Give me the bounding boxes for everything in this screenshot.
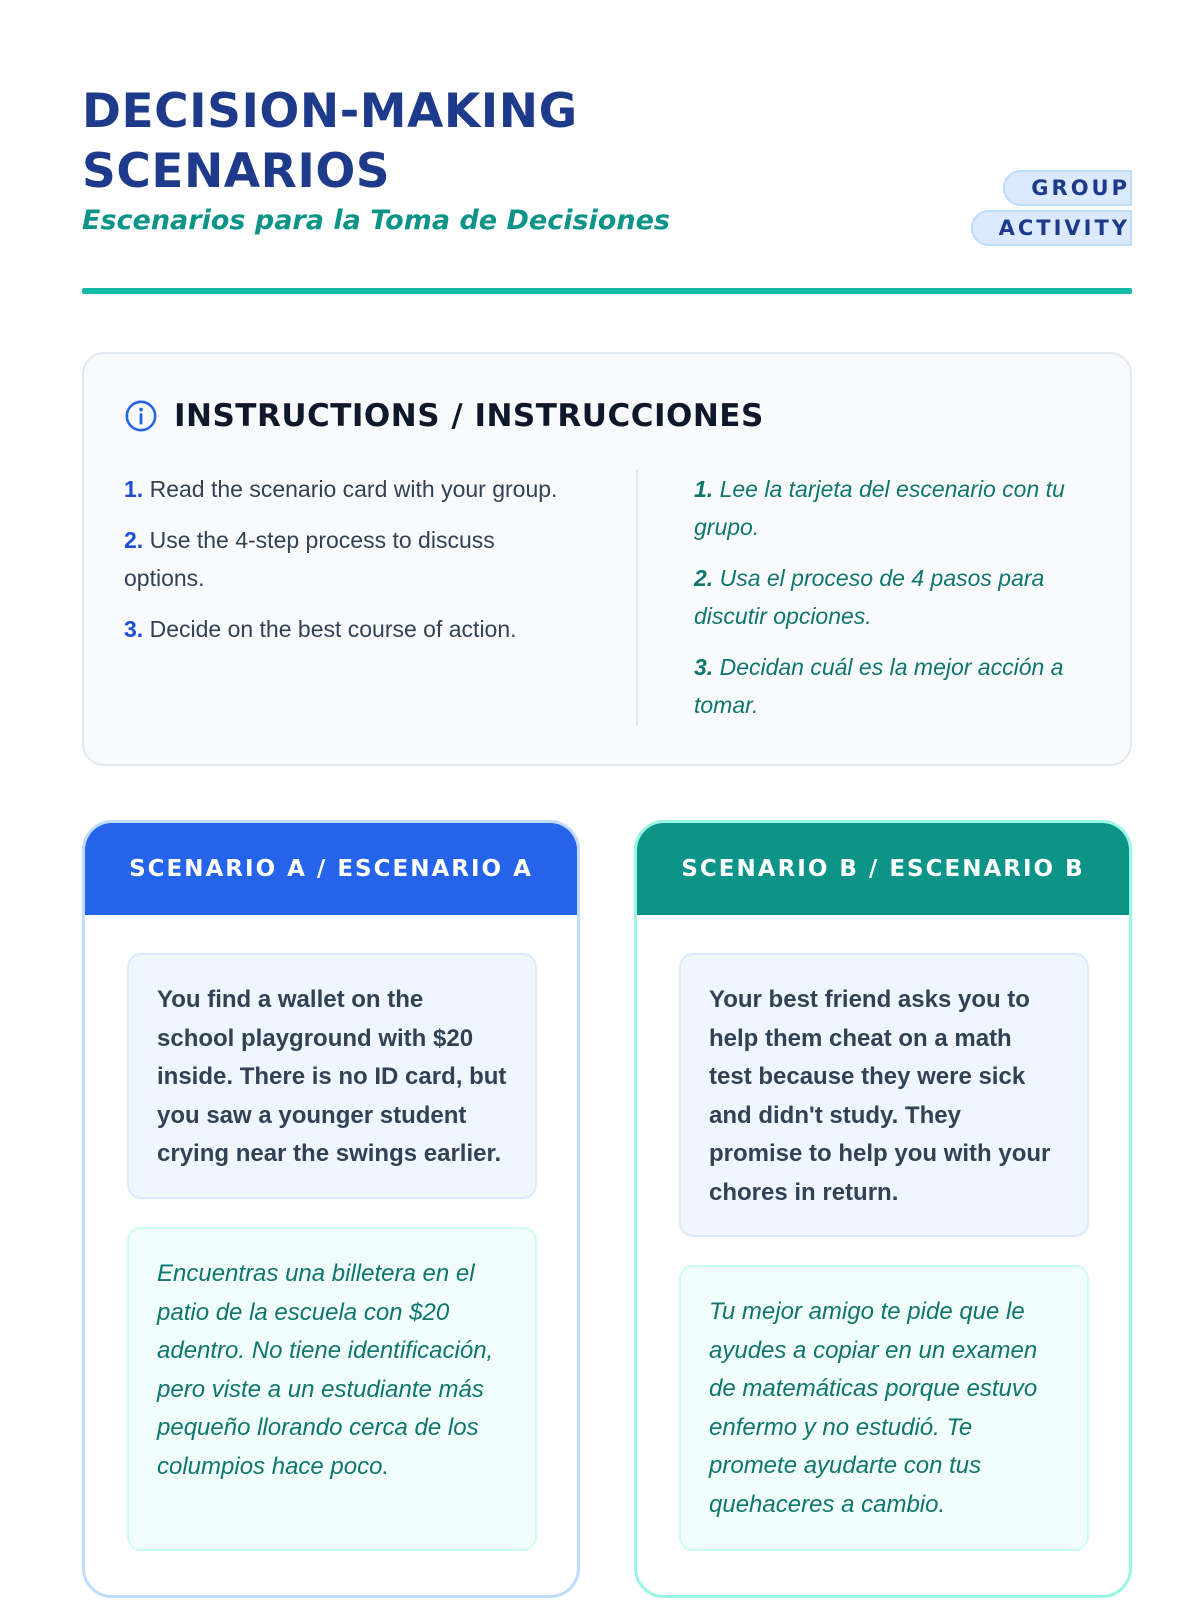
scenario-a-title: SCENARIO A / ESCENARIO A [85, 823, 577, 915]
scenario-b-title: SCENARIO B / ESCENARIO B [637, 823, 1129, 915]
badge-label: GROUP ACTIVITY [971, 170, 1132, 246]
step-number: 3. [124, 616, 144, 642]
instructions-english [124, 470, 564, 661]
step-text: Read the scenario card with your group. [149, 476, 558, 502]
scenario-a-spanish-text: Encuentras una billetera en el patio de la escuela con $20 adentro. No tiene identificación, pero viste a un estudiante más pequeño llorando cerca de los columpios hace poco. [127, 1227, 537, 1551]
scenario-a-english-text: You find a wallet on the school playground with $20 inside. There is no ID card, but you saw a younger student crying near the swings earlier. [127, 953, 537, 1199]
scenario-b-card [634, 820, 1132, 1598]
instructions-panel [82, 352, 1132, 766]
scenario-a-card [82, 820, 580, 1598]
group-activity-badge [964, 168, 1132, 248]
step-number: 2. [124, 527, 144, 553]
page-subtitle: Escenarios para la Toma de Decisiones [82, 205, 670, 236]
instructions-spanish [694, 470, 1094, 737]
header-divider [82, 288, 1132, 294]
step-number: 1. [694, 476, 714, 502]
step-text: Usa el proceso de 4 pasos para discutir opciones. [694, 565, 1045, 629]
step-number: 2. [694, 565, 714, 591]
info-icon [124, 399, 158, 433]
column-divider [636, 470, 638, 726]
step-text: Decidan cuál es la mejor acción a tomar. [694, 654, 1064, 718]
page-title: DECISION-MAKING SCENARIOS [82, 84, 578, 199]
scenario-b-english-text: Your best friend asks you to help them cheat on a math test because they were sick and didn't study. They promise to help you with your chores in return. [679, 953, 1089, 1237]
step-text: Use the 4-step process to discuss options. [124, 527, 495, 591]
step-number: 1. [124, 476, 144, 502]
step-text: Lee la tarjeta del escenario con tu grupo. [694, 476, 1065, 540]
scenario-b-spanish-text: Tu mejor amigo te pide que le ayudes a copiar en un examen de matemáticas porque estuvo enfermo y no estudió. Te promete ayudarte con tus quehaceres a cambio. [679, 1265, 1089, 1551]
step-number: 3. [694, 654, 714, 680]
instruction-step [694, 648, 1094, 724]
step-text: Decide on the best course of action. [149, 616, 517, 642]
instruction-step [694, 470, 1094, 546]
instruction-step [124, 521, 564, 597]
instruction-step [694, 559, 1094, 635]
instructions-title: INSTRUCTIONS / INSTRUCCIONES [174, 398, 764, 434]
instructions-header [124, 398, 764, 434]
instruction-step [124, 470, 564, 508]
instruction-step [124, 610, 564, 648]
